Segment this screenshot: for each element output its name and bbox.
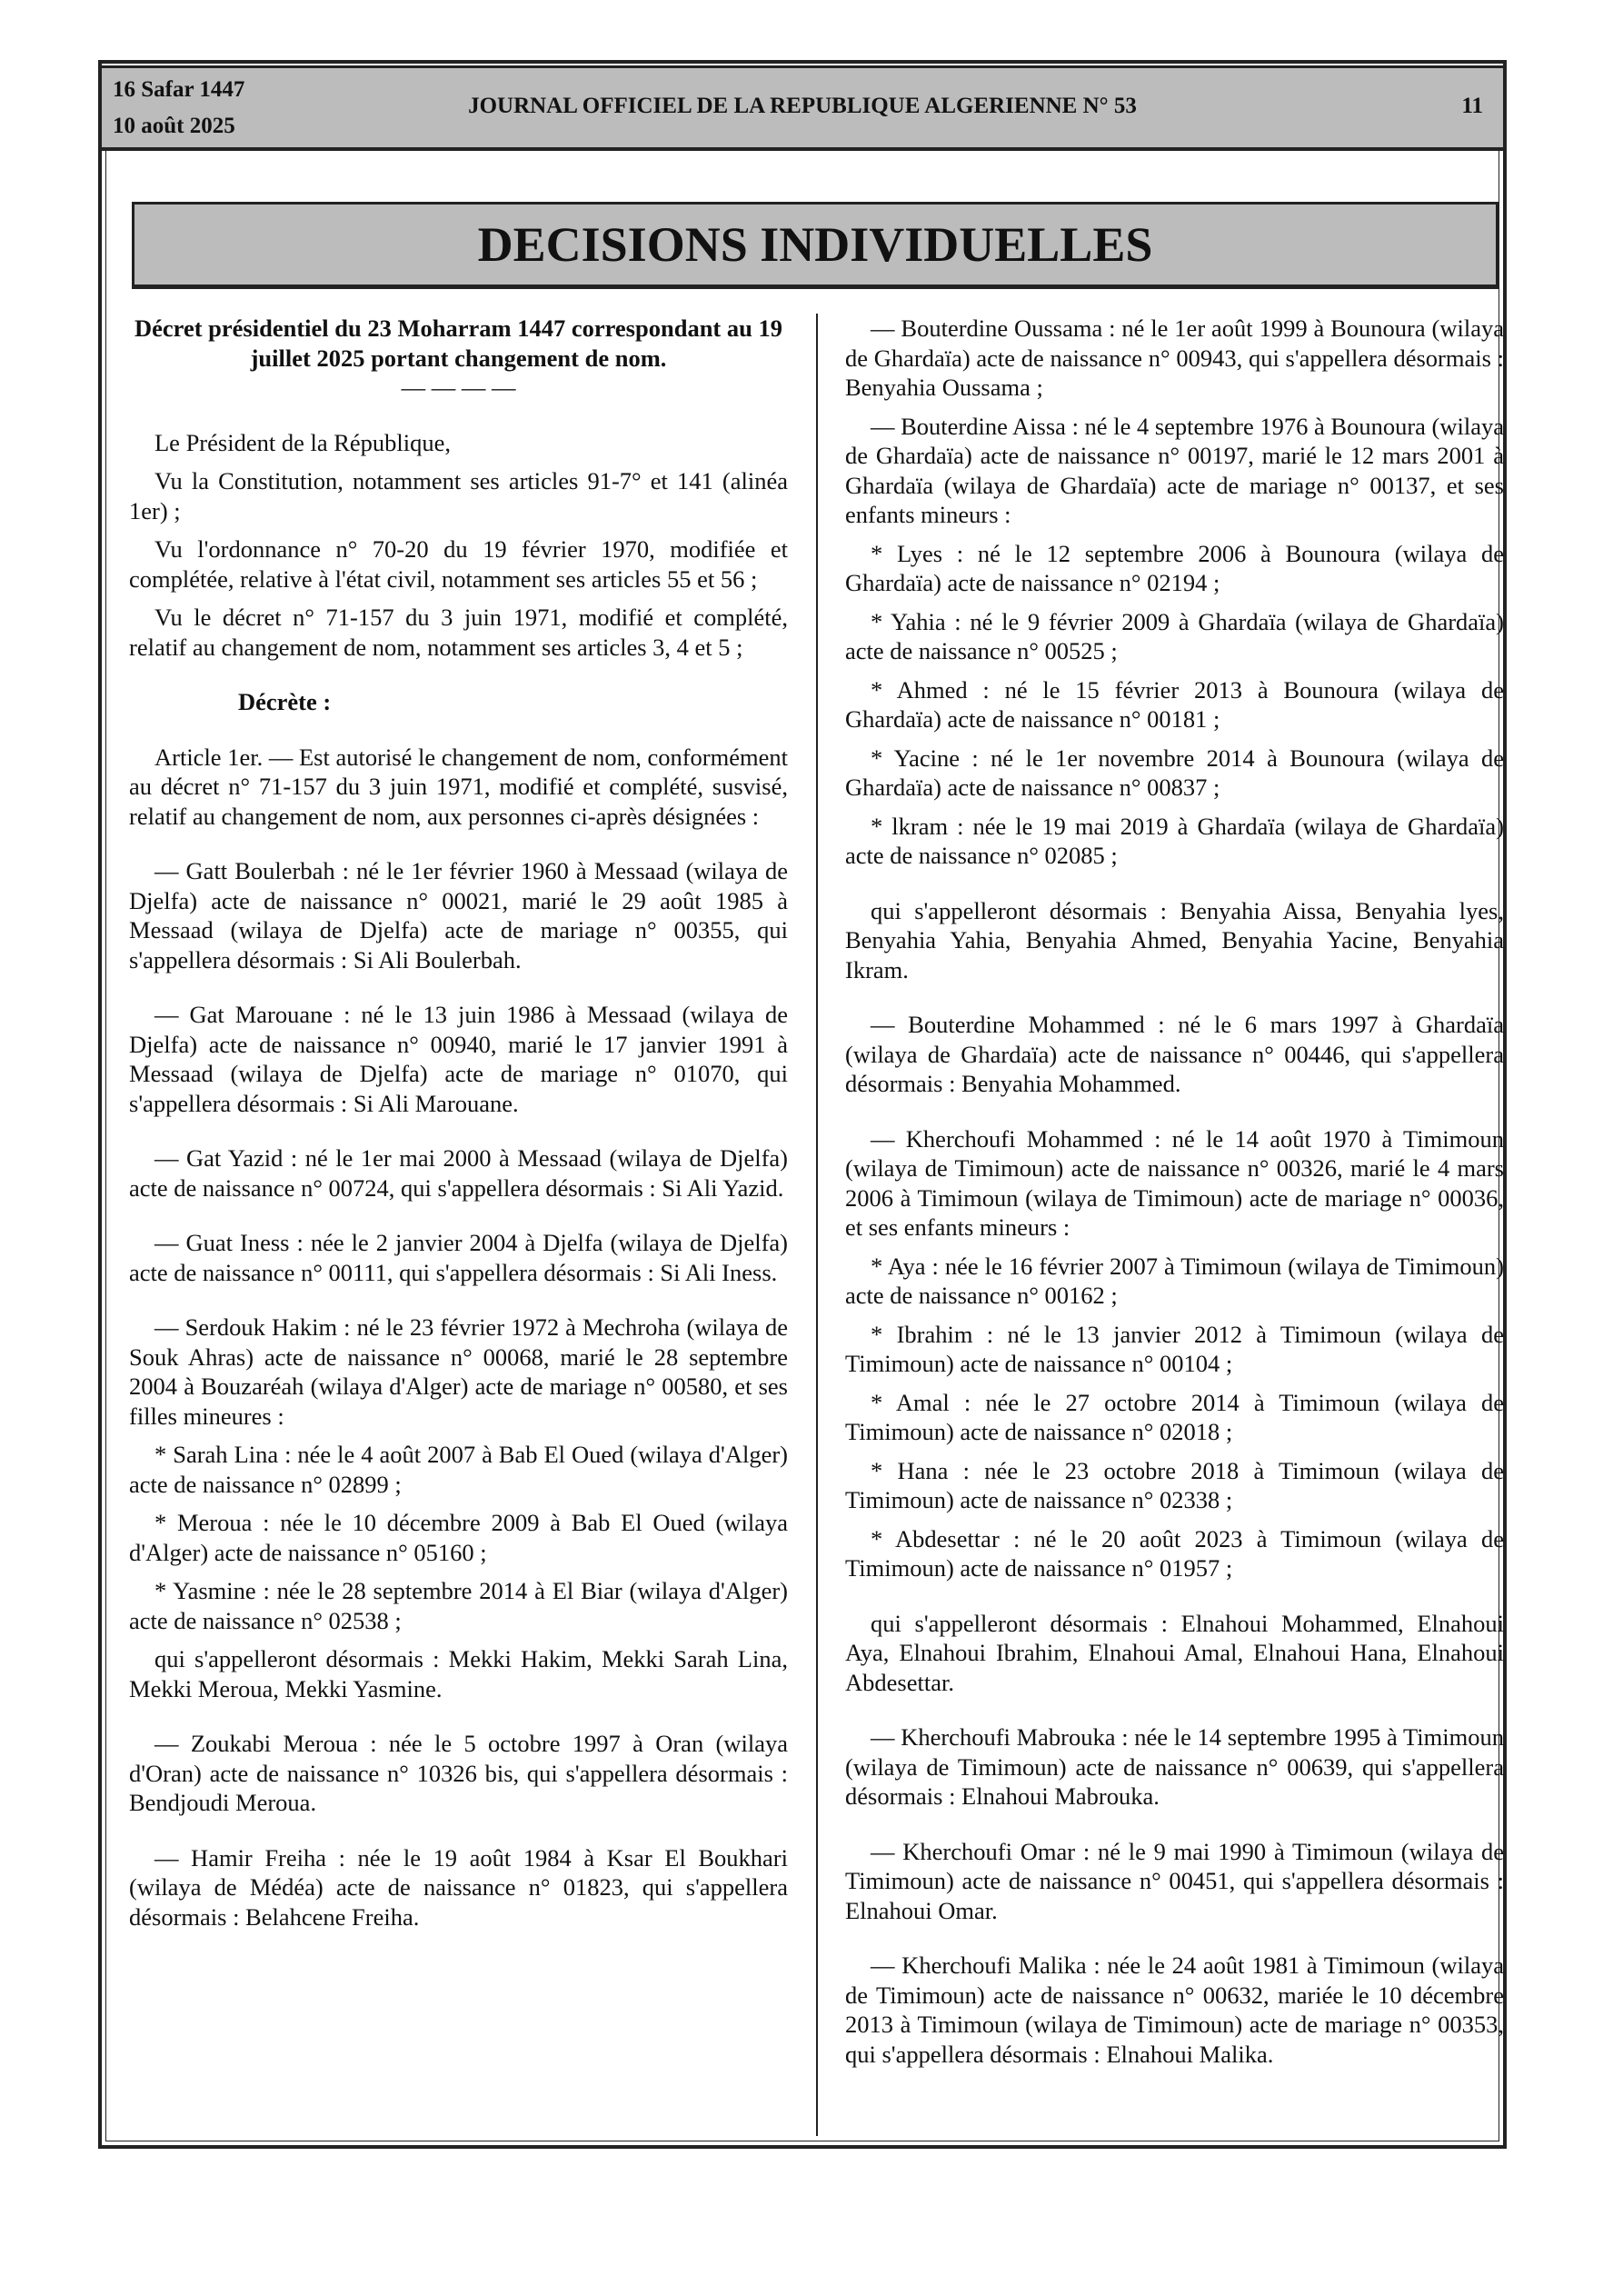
paragraph: * lkram : née le 19 mai 2019 à Ghardaïa (wilaya de Ghardaïa) acte de naissance n° 02085 ; — [845, 812, 1504, 869]
paragraph: * Amal : née le 27 octobre 2014 à Timimoun (wilaya de Timimoun) acte de naissance n° 02018 ; — [845, 1388, 1504, 1445]
column-divider — [816, 314, 818, 2136]
paragraph: * Ibrahim : né le 13 janvier 2012 à Timimoun (wilaya de Timimoun) acte de naissance n° 00104 ; — [845, 1320, 1504, 1377]
paragraph: Vu le décret n° 71-157 du 3 juin 1971, modifié et complété, relatif au changement de nom, notamment ses articles 3, 4 et 5 ; — [129, 604, 788, 661]
paragraph: — Bouterdine Aissa : né le 4 septembre 1976 à Bounoura (wilaya de Ghardaïa) acte de naissance n° 00197, marié le 12 mars 2001 à Ghardaïa (wilaya de Ghardaïa) acte de mariage n° 00137, et ses enfants mineurs : — [845, 412, 1504, 528]
paragraph: — Guat Iness : née le 2 janvier 2004 à Djelfa (wilaya de Djelfa) acte de naissance n° 00111, qui s'appellera désormais : Si Ali Iness. — [129, 1229, 788, 1286]
journal-header — [102, 65, 1503, 151]
paragraph: * Yahia : né le 9 février 2009 à Ghardaïa (wilaya de Ghardaïa) acte de naissance n° 00525 ; — [845, 607, 1504, 664]
paragraph: — Serdouk Hakim : né le 23 février 1972 à Mechroha (wilaya de Souk Ahras) acte de naissance n° 00068, marié le 28 septembre 2004 à Bouzaréah (wilaya d'Alger) acte de mariage n° 00580, et ses filles mineures : — [129, 1313, 788, 1430]
paragraph: * Sarah Lina : née le 4 août 2007 à Bab El Oued (wilaya d'Alger) acte de naissance n° 02899 ; — [129, 1441, 788, 1498]
paragraph: — Kherchoufi Malika : née le 24 août 1981 à Timimoun (wilaya de Timimoun) acte de naissance n° 00632, mariée le 10 décembre 2013 à Timimoun (wilaya de Timimoun) acte de mariage n° 00353, qui s'appellera désormais : Elnahoui Malika. — [845, 1952, 1504, 2068]
paragraph: qui s'appelleront désormais : Elnahoui Mohammed, Elnahoui Aya, Elnahoui Ibrahim, Elnahoui Amal, Elnahoui Hana, Elnahoui Abdesettar. — [845, 1609, 1504, 1696]
paragraph: qui s'appelleront désormais : Mekki Hakim, Mekki Sarah Lina, Mekki Meroua, Mekki Yasmine. — [129, 1645, 788, 1702]
preamble — [129, 428, 788, 663]
paragraph: * Meroua : née le 10 décembre 2009 à Bab El Oued (wilaya d'Alger) acte de naissance n° 05160 ; — [129, 1509, 788, 1566]
journal-title: JOURNAL OFFICIEL DE LA REPUBLIQUE ALGERIENNE N° 53 — [468, 94, 1137, 118]
paragraph: Vu l'ordonnance n° 70-20 du 19 février 1970, modifiée et complétée, relative à l'état civil, notamment ses articles 55 et 56 ; — [129, 535, 788, 593]
paragraph: Le Président de la République, — [154, 428, 452, 456]
paragraph: * Abdesettar : né le 20 août 2023 à Timimoun (wilaya de Timimoun) acte de naissance n° 01957 ; — [845, 1524, 1504, 1582]
paragraph: — Kherchoufi Omar : né le 9 mai 1990 à Timimoun (wilaya de Timimoun) acte de naissance n° 00451, qui s'appellera désormais : Elnahoui Omar. — [845, 1837, 1504, 1924]
paragraph: Vu la Constitution, notamment ses articles 91-7° et 141 (alinéa 1er) ; — [129, 467, 788, 524]
right-entries — [845, 314, 1504, 2069]
paragraph: * Ahmed : né le 15 février 2013 à Bounoura (wilaya de Ghardaïa) acte de naissance n° 00181 ; — [845, 675, 1504, 733]
hijri-date: 16 Safar 1447 — [113, 77, 245, 102]
articles — [129, 743, 788, 1932]
paragraph: * Aya : née le 16 février 2007 à Timimoun (wilaya de Timimoun) acte de naissance n° 00162 ; — [845, 1252, 1504, 1309]
gregorian-date: 10 août 2025 — [113, 114, 235, 138]
paragraph: * Yacine : né le 1er novembre 2014 à Bounoura (wilaya de Ghardaïa) acte de naissance n° 00837 ; — [845, 744, 1504, 801]
paragraph: * Yasmine : née le 28 septembre 2014 à El Biar (wilaya d'Alger) acte de naissance n° 02538 ; — [129, 1577, 788, 1634]
paragraph: — Zoukabi Meroua : née le 5 octobre 1997 à Oran (wilaya d'Oran) acte de naissance n° 10326 bis, qui s'appellera désormais : Bendjoudi Meroua. — [129, 1730, 788, 1816]
paragraph: qui s'appelleront désormais : Benyahia Aissa, Benyahia lyes, Benyahia Yahia, Benyahia Ahmed, Benyahia Yacine, Benyahia Ikram. — [845, 896, 1504, 983]
title-separator: — — — — — [401, 374, 516, 401]
paragraph: — Gat Marouane : né le 13 juin 1986 à Messaad (wilaya de Djelfa) acte de naissance n° 00940, marié le 17 janvier 1991 à Messaad (wilaya de Djelfa) acte de mariage n° 01070, qui s'appellera désormais : Si Ali Marouane. — [129, 1001, 788, 1117]
decree-title: Décret présidentiel du 23 Moharram 1447 correspondant au 19 juillet 2025 portant changement de nom. — [134, 314, 782, 372]
paragraph: — Hamir Freiha : née le 19 août 1984 à Ksar El Boukhari (wilaya de Médéa) acte de naissance n° 01823, qui s'appellera désormais : Belahcene Freiha. — [129, 1843, 788, 1931]
paragraph: — Kherchoufi Mabrouka : née le 14 septembre 1995 à Timimoun (wilaya de Timimoun) acte de naissance n° 00639, qui s'appellera désormais : Elnahoui Mabrouka. — [845, 1723, 1504, 1810]
paragraph: — Bouterdine Oussama : né le 1er août 1999 à Bounoura (wilaya de Ghardaïa) acte de naissance n° 00943, qui s'appellera désormais : Benyahia Oussama ; — [845, 314, 1504, 401]
paragraph: Article 1er. — Est autorisé le changement de nom, conformément au décret n° 71-157 du 3 juin 1971, modifié et complété, susvisé, relatif au changement de nom, aux personnes ci-après désignées : — [129, 743, 788, 830]
left-column — [129, 314, 788, 1941]
page-number: 11 — [1461, 94, 1483, 118]
paragraph: — Kherchoufi Mohammed : né le 14 août 1970 à Timimoun (wilaya de Timimoun) acte de naissance n° 00326, marié le 4 mars 2006 à Timimoun (wilaya de Timimoun) acte de mariage n° 00036, et ses enfants mineurs : — [845, 1124, 1504, 1241]
paragraph: — Gat Yazid : né le 1er mai 2000 à Messaad (wilaya de Djelfa) acte de naissance n° 00724, qui s'appellera désormais : Si Ali Yazid. — [129, 1144, 788, 1202]
paragraph: — Bouterdine Mohammed : né le 6 mars 1997 à Ghardaïa (wilaya de Ghardaïa) acte de naissance n° 00446, qui s'appellera désormais : Benyahia Mohammed. — [845, 1011, 1504, 1097]
paragraph: — Gatt Boulerbah : né le 1er février 1960 à Messaad (wilaya de Djelfa) acte de naissance n° 00021, marié le 29 août 1985 à Messaad (wilaya de Djelfa) acte de mariage n° 00355, qui s'appellera désormais : Si Ali Boulerbah. — [129, 857, 788, 973]
paragraph: * Hana : née le 23 octobre 2018 à Timimoun (wilaya de Timimoun) acte de naissance n° 02338 ; — [845, 1456, 1504, 1513]
section-title: DECISIONS INDIVIDUELLES — [132, 202, 1499, 289]
right-column — [845, 314, 1504, 2078]
paragraph: * Lyes : né le 12 septembre 2006 à Bounoura (wilaya de Ghardaïa) acte de naissance n° 02194 ; — [845, 539, 1504, 596]
decrete-heading: Décrète : — [238, 688, 332, 715]
